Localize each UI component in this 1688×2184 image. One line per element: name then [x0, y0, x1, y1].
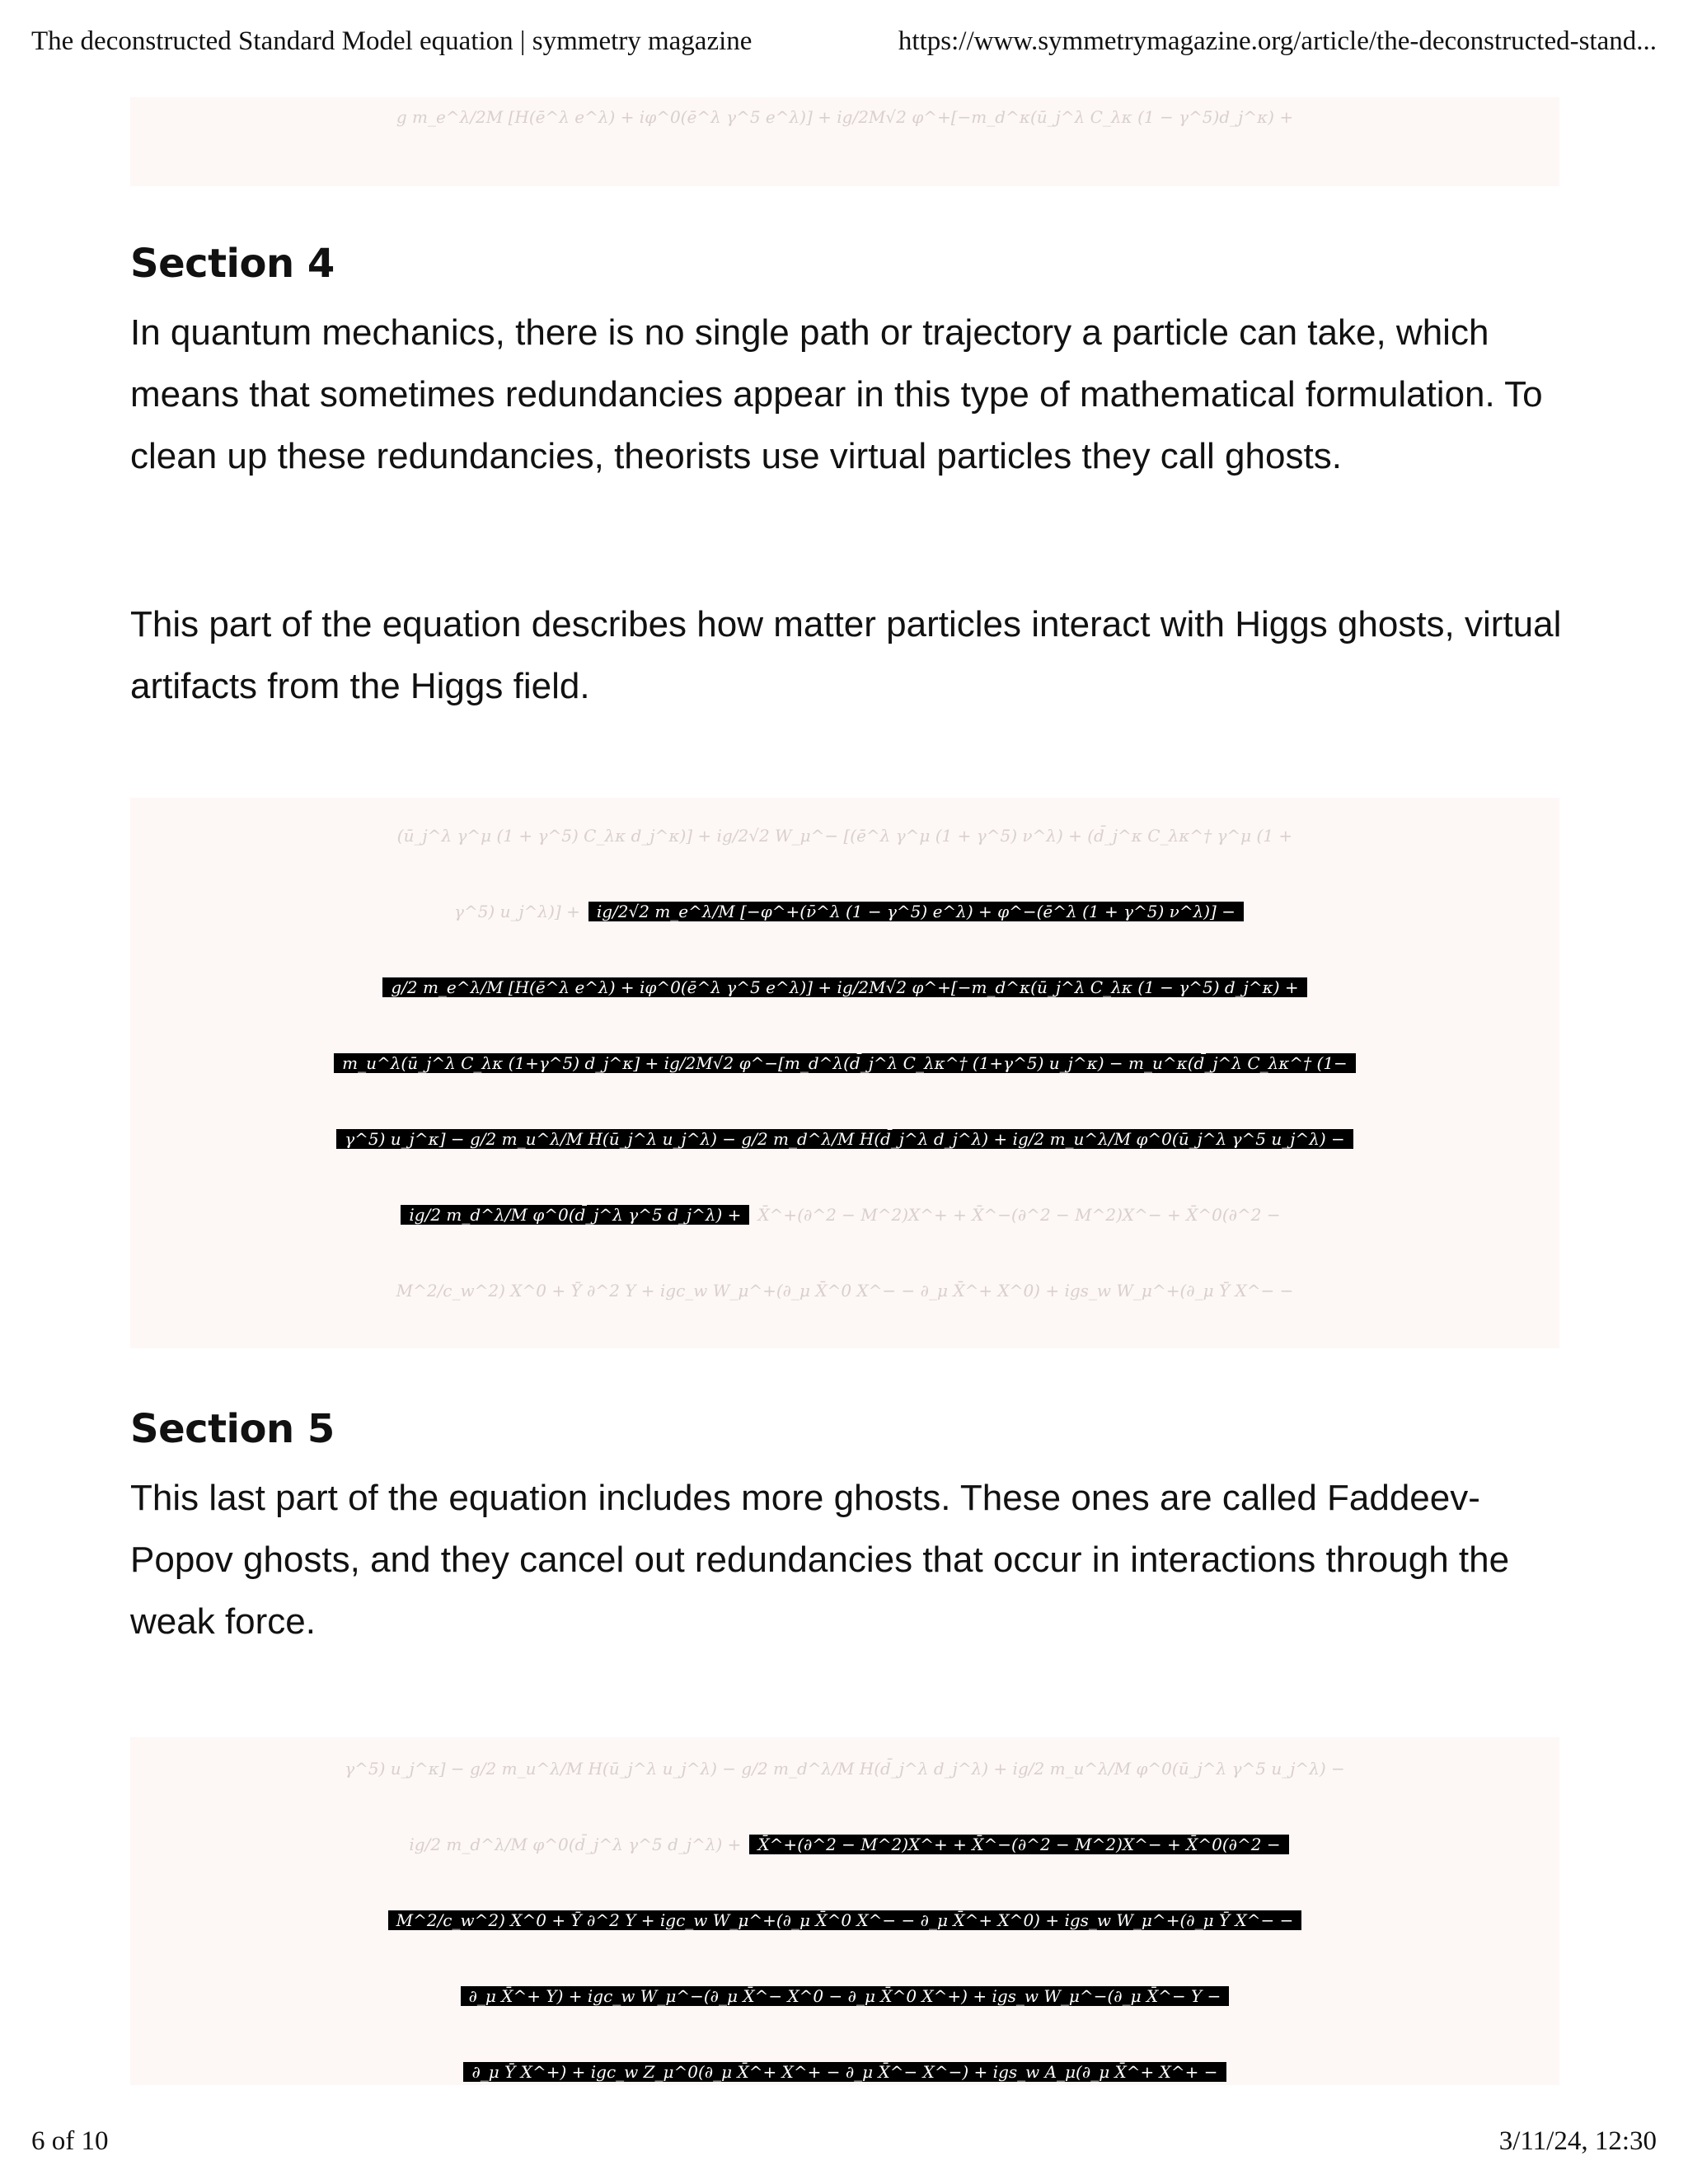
section-4-heading: Section 4 [130, 241, 335, 287]
equation-line: γ^5) u_j^κ] − g/2 m_u^λ/M H(ū_j^λ u_j^λ) − g/2 m_d^λ/M H(d̄_j^λ d_j^λ) + ig/2 m_u^λ/M φ^0(ū_j^λ γ^5 u_j^λ) − [345, 1759, 1345, 1779]
equation-line-highlighted: ig/2 m_d^λ/M φ^0(d̄_j^λ γ^5 d_j^λ) + X̄^+(∂^2 − M^2)X^+ + X̄^−(∂^2 − M^2)X^− + X̄^0(∂^2 − [130, 1807, 1559, 1882]
equation-line-highlighted: g/2 m_e^λ/M [H(ē^λ e^λ) + iφ^0(ē^λ γ^5 e^λ)] + ig/2M√2 φ^+[−m_d^κ(ū_j^λ C_λκ (1 − γ^5) d_j^κ) + [130, 949, 1559, 1025]
equation-line: (ū_j^λ γ^μ (1 + γ^5) C_λκ d_j^κ)] + ig/2√2 W_μ^− [(ē^λ γ^μ (1 + γ^5) ν^λ) + (d̄_j^κ C_λκ^† γ^μ (1 + [396, 826, 1293, 846]
equation-image-section-5 [130, 1737, 1559, 2085]
equation-image-section-4 [130, 798, 1559, 1348]
equation-line: M^2/c_w^2) X^0 + Ȳ ∂^2 Y + igc_w W_μ^+(∂_μ X̄^0 X^− − ∂_μ X̄^+ X^0) + igs_w W_μ^+(∂_μ Ȳ X^− − [396, 1281, 1294, 1301]
page-number: 6 of 10 [31, 2126, 109, 2156]
equation-line: g m_e^λ/2M [H(ē^λ e^λ) + iφ^0(ē^λ γ^5 e^λ)] + ig/2M√2 φ^+[−m_d^κ(ū_j^λ C_λκ (1 − γ^5)d_j^κ) + [396, 107, 1294, 127]
section-4-paragraph-1: In quantum mechanics, there is no single path or trajectory a particle can take, which means that sometimes redundancies appear in this type of mathematical formulation. To clean up these redundancies, theorists use virtual particles they call ghosts. [130, 312, 1543, 476]
section-5-heading: Section 5 [130, 1406, 335, 1452]
equation-line-highlighted: γ^5) u_j^λ)] + ig/2√2 m_e^λ/M [−φ^+(ν̄^λ (1 − γ^5) e^λ) + φ^−(ē^λ (1 + γ^5) ν^λ)] − [130, 874, 1559, 949]
print-datetime: 3/11/24, 12:30 [1498, 2126, 1657, 2156]
print-page-url: https://www.symmetrymagazine.org/article/the-deconstructed-stand... [898, 26, 1657, 56]
section-5-paragraph-1: This last part of the equation includes more ghosts. These ones are called Faddeev-Popov ghosts, and they cancel out redundancies that occur in interactions through the weak force. [130, 1478, 1510, 1642]
equation-line-highlighted: γ^5) u_j^κ] − g/2 m_u^λ/M H(ū_j^λ u_j^λ) − g/2 m_d^λ/M H(d̄_j^λ d_j^λ) + ig/2 m_u^λ/M φ^0(ū_j^λ γ^5 u_j^λ) − [130, 1101, 1559, 1177]
print-footer [0, 2118, 1688, 2184]
equation-line-highlighted: ∂_μ X̄^+ Y) + igc_w W_μ^−(∂_μ X̄^− X^0 − ∂_μ X̄^0 X^+) + igs_w W_μ^−(∂_μ X̄^− Y − [130, 1958, 1559, 2034]
equation-image-top [130, 97, 1559, 186]
print-header [0, 0, 1688, 91]
print-page-title: The deconstructed Standard Model equation | symmetry magazine [31, 26, 753, 56]
equation-line-highlighted: ig/2 m_d^λ/M φ^0(d̄_j^λ γ^5 d_j^λ) + X̄^+(∂^2 − M^2)X^+ + X̄^−(∂^2 − M^2)X^− + X̄^0(∂^2 − [130, 1177, 1559, 1253]
section-4-paragraph-2: This part of the equation describes how matter particles interact with Higgs ghosts, virtual artifacts from the Higgs field. [130, 604, 1562, 706]
equation-line-highlighted: ∂_μ Ȳ X^+) + igc_w Z_μ^0(∂_μ X̄^+ X^+ − ∂_μ X̄^− X^−) + igs_w A_μ(∂_μ X̄^+ X^+ − [130, 2034, 1559, 2085]
equation-line-highlighted: M^2/c_w^2) X^0 + Ȳ ∂^2 Y + igc_w W_μ^+(∂_μ X̄^0 X^− − ∂_μ X̄^+ X^0) + igs_w W_μ^+(∂_μ Ȳ X^− − [130, 1882, 1559, 1958]
equation-line-highlighted: m_u^λ(ū_j^λ C_λκ (1+γ^5) d_j^κ] + ig/2M√2 φ^−[m_d^λ(d̄_j^λ C_λκ^† (1+γ^5) u_j^κ) − m_u^κ(d̄_j^λ C_λκ^† (1− [130, 1025, 1559, 1101]
